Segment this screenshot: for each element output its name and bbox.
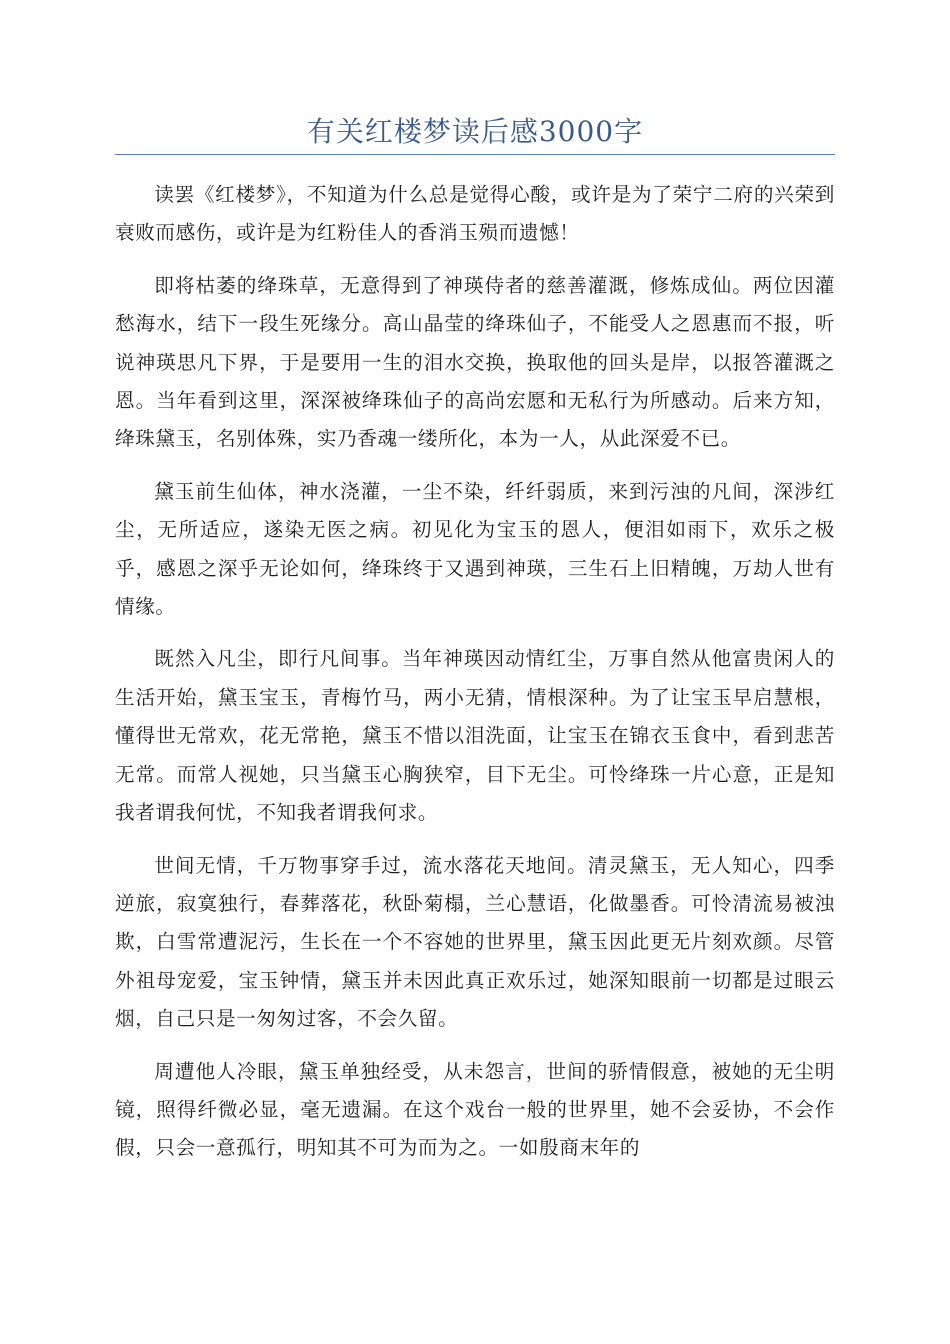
paragraph: 周遭他人冷眼，黛玉单独经受，从未怨言，世间的骄情假意，被她的无尘明镜，照得纤微必显，毫无遗漏。在这个戏台一般的世界里，她不会妥协，不会作假，只会一意孤行，明知其不可为而为之。一如殷商末年的 [115, 1059, 835, 1160]
paragraph: 世间无情，千万物事穿手过，流水落花天地间。清灵黛玉，无人知心，四季逆旅，寂寞独行，春葬落花，秋卧菊榻，兰心慧语，化做墨香。可怜清流易被浊欺，白雪常遭泥污，生长在一个不容她的世界里，黛玉因此更无片刻欢颜。尽管外祖母宠爱，宝玉钟情，黛玉并未因此真正欢乐过，她深知眼前一切都是过眼云烟，自己只是一匆匆过客，不会久留。 [115, 853, 835, 1031]
paragraph: 即将枯萎的绛珠草，无意得到了神瑛侍者的慈善灌溉，修炼成仙。两位因灌愁海水，结下一段生死缘分。高山晶莹的绛珠仙子，不能受人之恩惠而不报，听说神瑛思凡下界，于是要用一生的泪水交换，换取他的回头是岸，以报答灌溉之恩。当年看到这里，深深被绛珠仙子的高尚宏愿和无私行为所感动。后来方知，绛珠黛玉，名别体殊，实乃香魂一缕所化，本为一人，从此深爱不已。 [115, 273, 835, 451]
paragraph: 黛玉前生仙体，神水浇灌，一尘不染，纤纤弱质，来到污浊的凡间，深涉红尘，无所适应，遂染无医之病。初见化为宝玉的恩人，便泪如雨下，欢乐之极乎，感恩之深乎无论如何，绛珠终于又遇到神瑛，三生石上旧精魄，万劫人世有情缘。 [115, 479, 835, 619]
document-body [115, 176, 835, 1182]
paragraph: 既然入凡尘，即行凡间事。当年神瑛因动情红尘，万事自然从他富贵闲人的生活开始，黛玉宝玉，青梅竹马，两小无猜，情根深种。为了让宝玉早启慧根，懂得世无常欢，花无常艳，黛玉不惜以泪洗面，让宝玉在锦衣玉食中，看到悲苦无常。而常人视她，只当黛玉心胸狭窄，目下无尘。可怜绛珠一片心意，正是知我者谓我何忧，不知我者谓我何求。 [115, 647, 835, 825]
paragraph: 读罢《红楼梦》，不知道为什么总是觉得心酸，或许是为了荣宁二府的兴荣到衰败而感伤，或许是为红粉佳人的香消玉殒而遗憾！ [115, 183, 835, 245]
document-title: 有关红楼梦读后感3000字 [306, 115, 644, 148]
title-underline [115, 154, 835, 155]
